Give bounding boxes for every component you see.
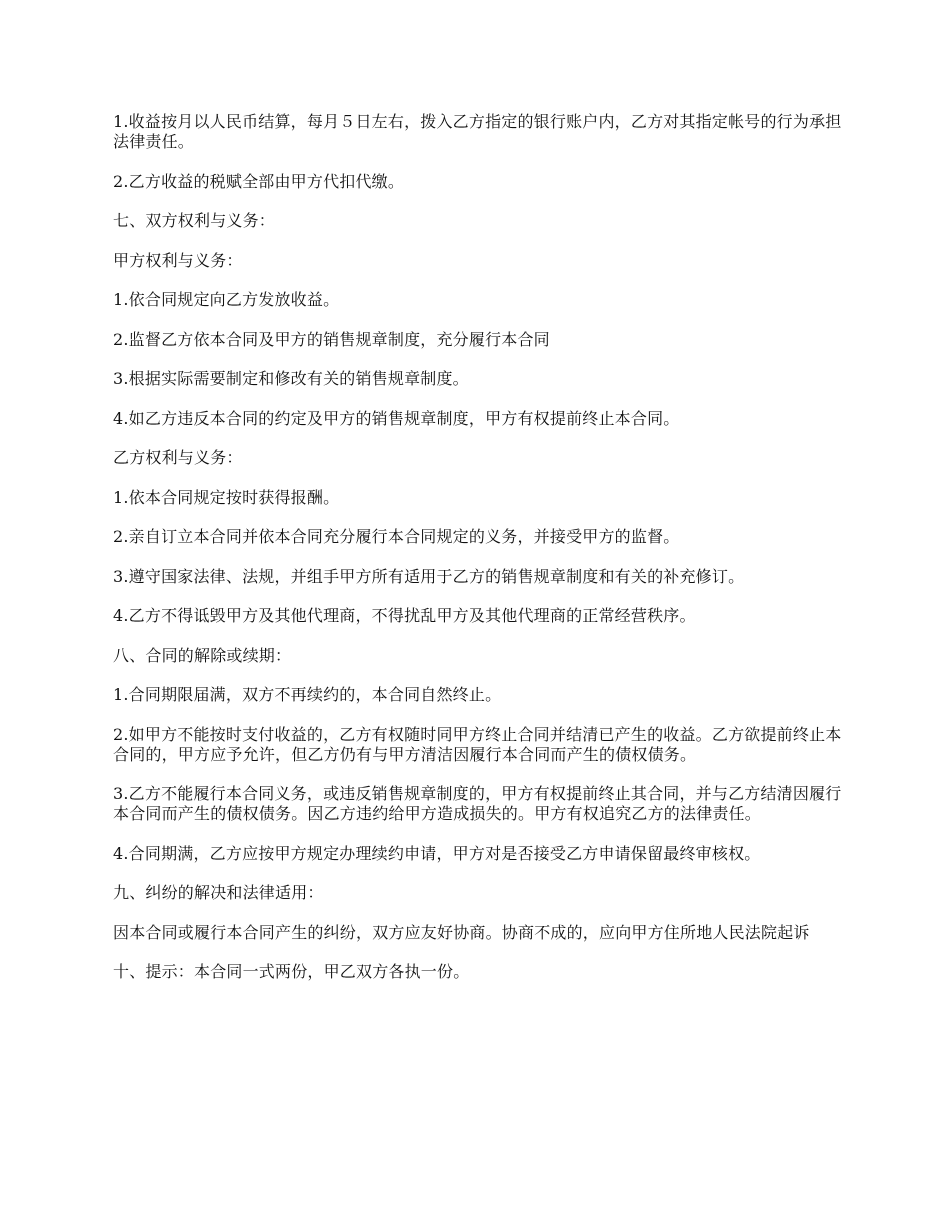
paragraph-notice: 十、提示：本合同一式两份，甲乙双方各执一份。 [113,962,470,981]
paragraph-termination-3: 3.乙方不能履行本合同义务，或违反销售规章制度的，甲方有权提前终止其合同，并与乙方结清因履行本合同而产生的债权债务。因乙方违约给甲方造成损失的。甲方有权追究乙方的法律责任。 [113,784,842,823]
paragraph-termination-2: 2.如甲方不能按时支付收益的，乙方有权随时同甲方终止合同并结清已产生的收益。乙方欲提前终止本合同的，甲方应予允许，但乙方仍有与甲方清洁因履行本合同而产生的债权债务。 [113,724,842,764]
section-heading-termination: 八、合同的解除或续期： [113,645,292,665]
paragraph-party-a-2: 2.监督乙方依本合同及甲方的销售规章制度，充分履行本合同 [113,329,550,349]
paragraph-tax: 2.乙方收益的税赋全部由甲方代扣代缴。 [113,171,405,191]
paragraph-party-b-4: 4.乙方不得诋毁甲方及其他代理商，不得扰乱甲方及其他代理商的正常经营秩序。 [113,606,696,625]
section-heading-disputes: 九、纠纷的解决和法律适用： [113,883,324,902]
paragraph-party-a-4: 4.如乙方违反本合同的约定及甲方的销售规章制度，甲方有权提前终止本合同。 [113,408,680,428]
paragraph-party-a-3: 3.根据实际需要制定和修改有关的销售规章制度。 [113,369,469,388]
paragraph-settlement: 1.收益按月以人民币结算，每月５日左右，拨入乙方指定的银行账户内，乙方对其指定帐号的行为承担法律责任。 [113,112,842,151]
subheading-party-a: 甲方权利与义务： [113,250,243,270]
paragraph-termination-1: 1.合同期限届满，双方不再续约的，本合同自然终止。 [113,685,502,704]
paragraph-party-b-2: 2.亲自订立本合同并依本合同充分履行本合同规定的义务，并接受甲方的监督。 [113,527,680,546]
subheading-party-b: 乙方权利与义务： [113,448,243,467]
section-heading-rights-obligations: 七、双方权利与义务： [113,211,276,230]
document-page [113,112,848,1002]
paragraph-disputes: 因本合同或履行本合同产生的纠纷，双方应友好协商。协商不成的，应向甲方住所地人民法院起诉 [113,922,810,942]
paragraph-party-b-1: 1.依本合同规定按时获得报酬。 [113,487,340,507]
paragraph-termination-4: 4.合同期满，乙方应按甲方规定办理续约申请，甲方对是否接受乙方申请保留最终审核权。 [113,843,761,863]
paragraph-party-a-1: 1.依合同规定向乙方发放收益。 [113,290,340,309]
paragraph-party-b-3: 3.遵守国家法律、法规，并组手甲方所有适用于乙方的销售规章制度和有关的补充修订。 [113,566,745,586]
